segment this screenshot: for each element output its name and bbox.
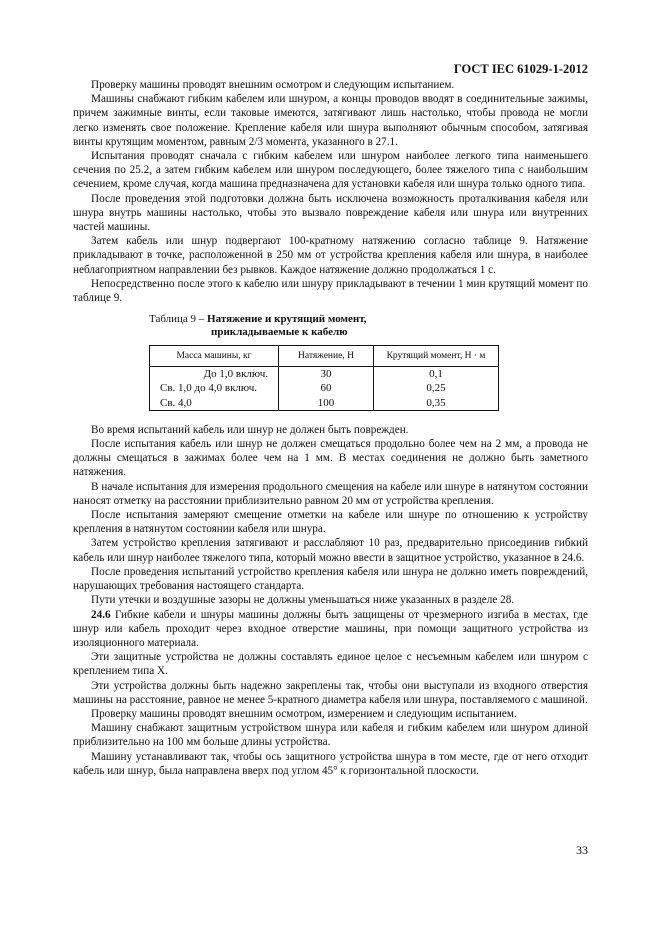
table-cell: 100 — [279, 396, 374, 411]
table-caption-title-2: прикладываемые к кабелю — [211, 326, 348, 339]
paragraph: В начале испытания для измерения продольного смещения на кабеле или шнуре в натянутом состоянии наносят отметку на расстоянии приблизительно равном 20 мм от устройства крепления. — [73, 480, 588, 507]
column-header-mass: Масса машины, кг — [150, 346, 279, 367]
table-cell: 0,35 — [374, 396, 499, 411]
paragraph: Затем устройство крепления затягивают и расслабляют 10 раз, предварительно присоединив гибкий кабель или шнур наиболее тяжелого типа, который можно ввести в защитное устройство, указанное в 24.6. — [73, 537, 588, 564]
paragraph: Эти устройства должны быть надежно закреплены так, чтобы они выступали из входного отверстия машины на расстояние, равное не менее 5-кратного диаметра кабеля или шнура, поставляемого с машиной. — [73, 679, 588, 706]
tension-torque-table — [149, 345, 499, 411]
paragraph: Испытания проводят сначала с гибким кабелем или шнуром наиболее легкого типа наименьшего сечения по 25.2, а затем гибким кабелем или шнуром последующего, более тяжелого типа с наибольшим сечением, кроме случая, когда машина предназначена для установки кабеля или шнура только одного типа. — [73, 150, 588, 191]
paragraph: Машину устанавливают так, чтобы ось защитного устройства шнура в том месте, где от него отходит кабель или шнур, была направлена вверх под углом 45° к горизонтальной плоскости. — [73, 750, 588, 777]
paragraph: После испытания замеряют смещение отметки на кабеле или шнуре по отношению к устройству крепления в натянутом состоянии кабеля или шнура. — [73, 509, 588, 536]
paragraph: Машины снабжают гибким кабелем или шнуром, а концы проводов вводят в соединительные зажимы, причем зажимные винты, если таковые имеются, затягивают лишь настолько, чтобы провода не могли легко изменять свое положение. Крепление кабеля или шнура выполняют обычным способом, затягивая винты крутящим моментом, равным 2/3 момента, указанного в 27.1. — [73, 93, 588, 148]
paragraph: После проведения этой подготовки должна быть исключена возможность проталкивания кабеля или шнура внутрь машины настолько, чтобы это вызвало повреждение кабеля или шнура или внутренних частей машины. — [73, 192, 588, 234]
section-number: 24.6 — [91, 608, 111, 621]
table-header-row — [150, 346, 499, 367]
table-caption — [149, 313, 588, 339]
table-cell: 0,1 — [374, 367, 499, 382]
table-cell: 60 — [279, 381, 374, 395]
section-paragraph — [73, 608, 588, 651]
table-row — [150, 396, 499, 411]
table-caption-label: Таблица 9 – — [149, 313, 205, 326]
section-text: Гибкие кабели и шнуры машины должны быть защищены от чрезмерного изгиба в местах, где шнур или кабель проходит через входное отверстие машины, при помощи защитного устройства из изоляционного материала. — [73, 608, 588, 649]
paragraph: Машину снабжают защитным устройством шнура или кабеля и гибким кабелем или шнуром длиной приблизительно на 100 мм больше длины устройства. — [73, 722, 588, 749]
paragraph: Проверку машины проводят внешним осмотром, измерением и следующим испытанием. — [91, 707, 517, 720]
standard-header: ГОСТ IEC 61029-1-2012 — [453, 62, 588, 76]
column-header-tension: Натяжение, Н — [279, 346, 374, 367]
table-caption-title-1: Натяжение и крутящий момент, — [207, 313, 367, 326]
paragraph: Во время испытаний кабель или шнур не должен быть поврежден. — [91, 423, 409, 436]
paragraph: Проверку машины проводят внешним осмотром и следующим испытанием. — [91, 79, 455, 91]
paragraph: После проведения испытаний устройство крепления кабеля или шнура не должно иметь повреждений, нарушающих требования настоящего стандарта. — [73, 565, 588, 593]
table-row — [150, 381, 499, 395]
paragraph: Пути утечки и воздушные зазоры не должны уменьшаться ниже указанных в разделе 28. — [91, 594, 515, 607]
table-cell: 0,25 — [374, 381, 499, 395]
table-cell: 30 — [279, 367, 374, 382]
column-header-torque: Крутящий момент, Н · м — [374, 346, 499, 367]
table-cell: Св. 1,0 до 4,0 включ. — [150, 381, 279, 395]
table-row — [150, 367, 499, 382]
paragraph: Непосредственно после этого к кабелю или шнуру прикладывают в течении 1 мин крутящий момент по таблице 9. — [73, 277, 588, 305]
page-number: 33 — [576, 843, 588, 857]
table-cell: Св. 4,0 — [150, 396, 279, 411]
table-cell: До 1,0 включ. — [150, 367, 279, 382]
paragraph: После испытания кабель или шнур не должен смещаться продольно более чем на 2 мм, а провода не должны смещаться в зажимах более чем на 1 мм. В местах соединения не должно быть заметного натяжения. — [73, 438, 588, 479]
page-content — [73, 78, 588, 778]
paragraph: Затем кабель или шнур подвергают 100-кратному натяжению согласно таблице 9. Натяжение прикладывают в точке, расположенной в 250 мм от устройства крепления кабеля или шнура, в наиболее неблагоприятном направлении без рывков. Каждое натяжение должно продолжаться 1 с. — [73, 235, 588, 276]
paragraph: Эти защитные устройства не должны составлять единое целое с несъемным кабелем или шнуром с креплением типа X. — [73, 651, 588, 678]
